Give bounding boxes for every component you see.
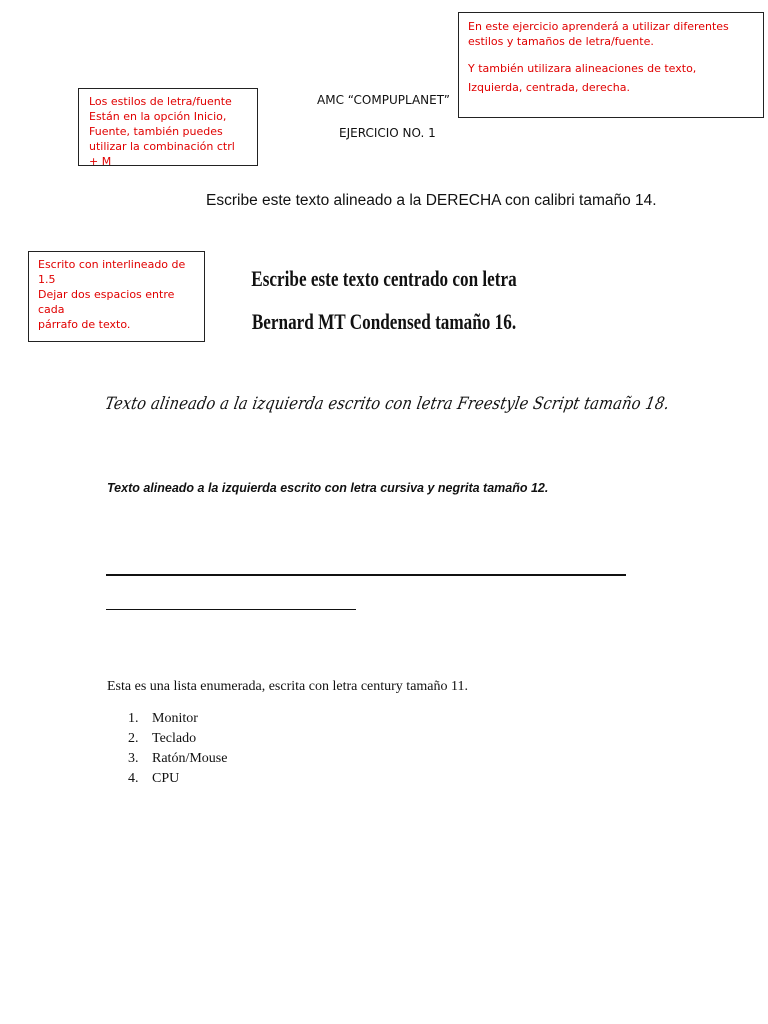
- list-item-label: Teclado: [152, 731, 197, 746]
- font-styles-note: [78, 88, 258, 166]
- instructions-note-paragraph-1: En este ejercicio aprenderá a utilizar diferentes estilos y tamaños de letra/fuente.: [468, 20, 729, 48]
- font-styles-note-line: Los estilos de letra/fuente: [89, 95, 232, 108]
- line-spacing-note-line: Dejar dos espacios entre cada: [38, 288, 175, 316]
- font-styles-note-line: Están en la opción Inicio,: [89, 110, 227, 123]
- list-item-label: Ratón/Mouse: [152, 751, 228, 766]
- list-item-label: Monitor: [152, 711, 198, 726]
- centered-text-line-2: Bernard MT Condensed tamaño 16.: [251, 309, 517, 334]
- list-item: [128, 709, 227, 729]
- list-item-number: 2.: [128, 731, 139, 746]
- list-intro-text: Esta es una lista enumerada, escrita con letra century tamaño 11.: [107, 679, 468, 694]
- short-underline-rule: [106, 609, 356, 610]
- script-font-text: Texto alineado a la izquierda escrito con letra Freestyle Script tamaño 18.: [103, 394, 672, 414]
- list-item: [128, 729, 227, 749]
- long-underline-rule: [106, 574, 626, 576]
- right-aligned-text: Escribe este texto alineado a la DERECHA con calibri tamaño 14.: [206, 192, 657, 209]
- list-item: [128, 749, 227, 769]
- list-item-number: 1.: [128, 711, 139, 726]
- numbered-list: [128, 709, 227, 789]
- instructions-note-paragraph-2: Y también utilizara alineaciones de texto, Izquierda, centrada, derecha.: [468, 62, 697, 94]
- list-item-number: 4.: [128, 771, 139, 786]
- list-item-number: 3.: [128, 751, 139, 766]
- bold-italic-text: Texto alineado a la izquierda escrito con letra cursiva y negrita tamaño 12.: [107, 481, 549, 495]
- instructions-note: [458, 12, 764, 118]
- header-subtitle: EJERCICIO NO. 1: [339, 126, 436, 140]
- header-title: AMC “COMPUPLANET”: [317, 93, 450, 107]
- centered-text-line-1: Escribe este texto centrado con letra: [251, 266, 517, 291]
- list-item-label: CPU: [152, 771, 180, 786]
- line-spacing-note-line: Escrito con interlineado de 1.5: [38, 258, 186, 286]
- line-spacing-note-line: párrafo de texto.: [38, 318, 131, 331]
- font-styles-note-line: Fuente, también puedes: [89, 125, 223, 138]
- font-styles-note-line: utilizar la combinación ctrl + M: [89, 140, 235, 168]
- list-item: [128, 769, 227, 789]
